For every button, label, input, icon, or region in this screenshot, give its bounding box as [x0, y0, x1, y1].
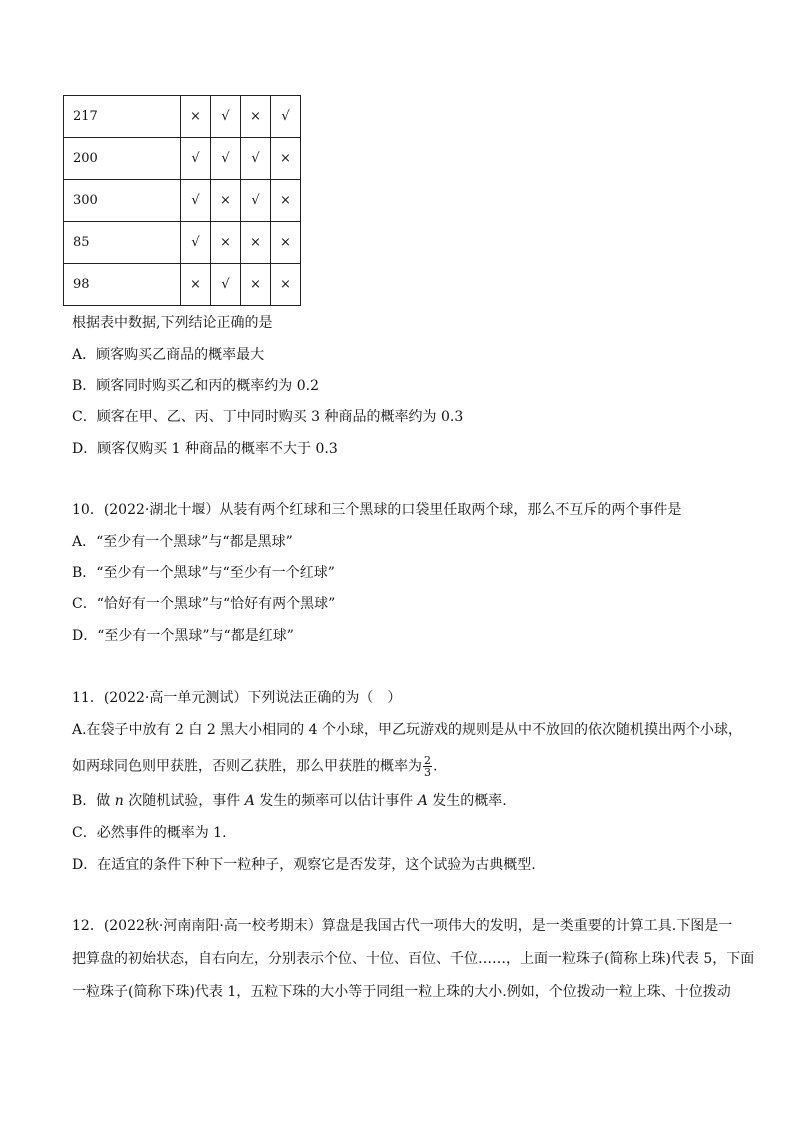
table-cell-mark: × [271, 222, 301, 264]
q10-option-d: D．“至少有一个黑球”与“都是红球” [72, 628, 294, 644]
q11-b-text-4: 发生的概率. [427, 793, 507, 809]
table-row [64, 264, 301, 306]
table-cell-mark: × [241, 264, 271, 306]
table-cell-mark: √ [241, 138, 271, 180]
table-cell-mark: × [271, 264, 301, 306]
q11-b-text-3: 发生的频率可以估计事件 [254, 793, 418, 809]
q10-option-c: C．“恰好有一个黑球”与“恰好有两个黑球” [72, 596, 336, 612]
table-cell-count: 217 [64, 96, 181, 138]
table-cell-mark: × [241, 222, 271, 264]
table-cell-mark: × [271, 138, 301, 180]
table-cell-mark: √ [241, 180, 271, 222]
q10-option-a: A．“至少有一个黑球”与“都是黑球” [72, 534, 293, 550]
table-cell-count: 85 [64, 222, 181, 264]
table-cell-mark: √ [271, 96, 301, 138]
fraction-denominator: 3 [424, 766, 431, 779]
q11-option-c: C．必然事件的概率为 1. [72, 825, 227, 841]
table-cell-mark: √ [181, 138, 211, 180]
table-cell-mark: √ [211, 264, 241, 306]
q11-stem: 11．(2022·高一单元测试）下列说法正确的为（ ） [72, 690, 402, 706]
q9-stem: 根据表中数据,下列结论正确的是 [72, 315, 273, 331]
var-n: n [114, 793, 124, 809]
table-cell-mark: × [271, 180, 301, 222]
q11-option-d: D．在适宜的条件下种下一粒种子，观察它是否发芽，这个试验为古典概型. [72, 857, 536, 873]
table-cell-mark: √ [181, 180, 211, 222]
table-cell-mark: × [181, 96, 211, 138]
table-cell-count: 200 [64, 138, 181, 180]
q11-b-text-1: B．做 [72, 793, 115, 809]
q11-option-a-line2 [72, 755, 437, 778]
var-a: A [244, 793, 255, 809]
table-cell-mark: √ [211, 138, 241, 180]
table-row [64, 96, 301, 138]
table-cell-count: 300 [64, 180, 181, 222]
q11-option-a-text: 如两球同色则甲获胜，否则乙获胜，那么甲获胜的概率为 [72, 758, 422, 775]
q11-option-a-end: . [433, 758, 438, 775]
table-cell-mark: × [211, 222, 241, 264]
table-cell-mark: √ [181, 222, 211, 264]
q12-line-2: 把算盘的初始状态，自右向左，分别表示个位、十位、百位、千位……，上面一粒珠子(简称上珠)代表 5，下面 [72, 951, 755, 967]
q10-stem: 10．(2022·湖北十堰）从装有两个红球和三个黑球的口袋里任取两个球，那么不互斥的两个事件是 [72, 502, 682, 518]
fraction-numerator: 2 [424, 754, 431, 767]
table-cell-count: 98 [64, 264, 181, 306]
purchase-table [63, 95, 301, 306]
q12-line-3: 一粒珠子(简称下珠)代表 1，五粒下珠的大小等于同组一粒上珠的大小.例如，个位拨动一粒上珠、十位拨动 [72, 984, 731, 1000]
table-row [64, 138, 301, 180]
table-cell-mark: √ [211, 96, 241, 138]
table-row [64, 222, 301, 264]
q9-option-c: C．顾客在甲、乙、丙、丁中同时购买 3 种商品的概率约为 0.3 [72, 409, 464, 425]
var-a: A [417, 793, 428, 809]
table-row [64, 180, 301, 222]
q11-b-text-2: 次随机试验，事件 [123, 793, 245, 809]
q11-option-a-line1: A.在袋子中放有 2 白 2 黑大小相同的 4 个小球，甲乙玩游戏的规则是从中不放回的依次随机摸出两个小球， [72, 722, 742, 738]
table-cell-mark: × [241, 96, 271, 138]
q9-option-a: A．顾客购买乙商品的概率最大 [72, 347, 265, 363]
q12-line-1: 12．(2022秋·河南南阳·高一校考期末）算盘是我国古代一项伟大的发明，是一类重要的计算工具.下图是一 [72, 918, 733, 934]
q11-option-b [72, 792, 507, 810]
table-cell-mark: × [211, 180, 241, 222]
fraction [423, 755, 432, 778]
q9-option-d: D．顾客仅购买 1 种商品的概率不大于 0.3 [72, 441, 338, 457]
q9-option-b: B．顾客同时购买乙和丙的概率约为 0.2 [72, 378, 320, 394]
table-cell-mark: × [181, 264, 211, 306]
q10-option-b: B．“至少有一个黑球”与“至少有一个红球” [72, 565, 335, 581]
